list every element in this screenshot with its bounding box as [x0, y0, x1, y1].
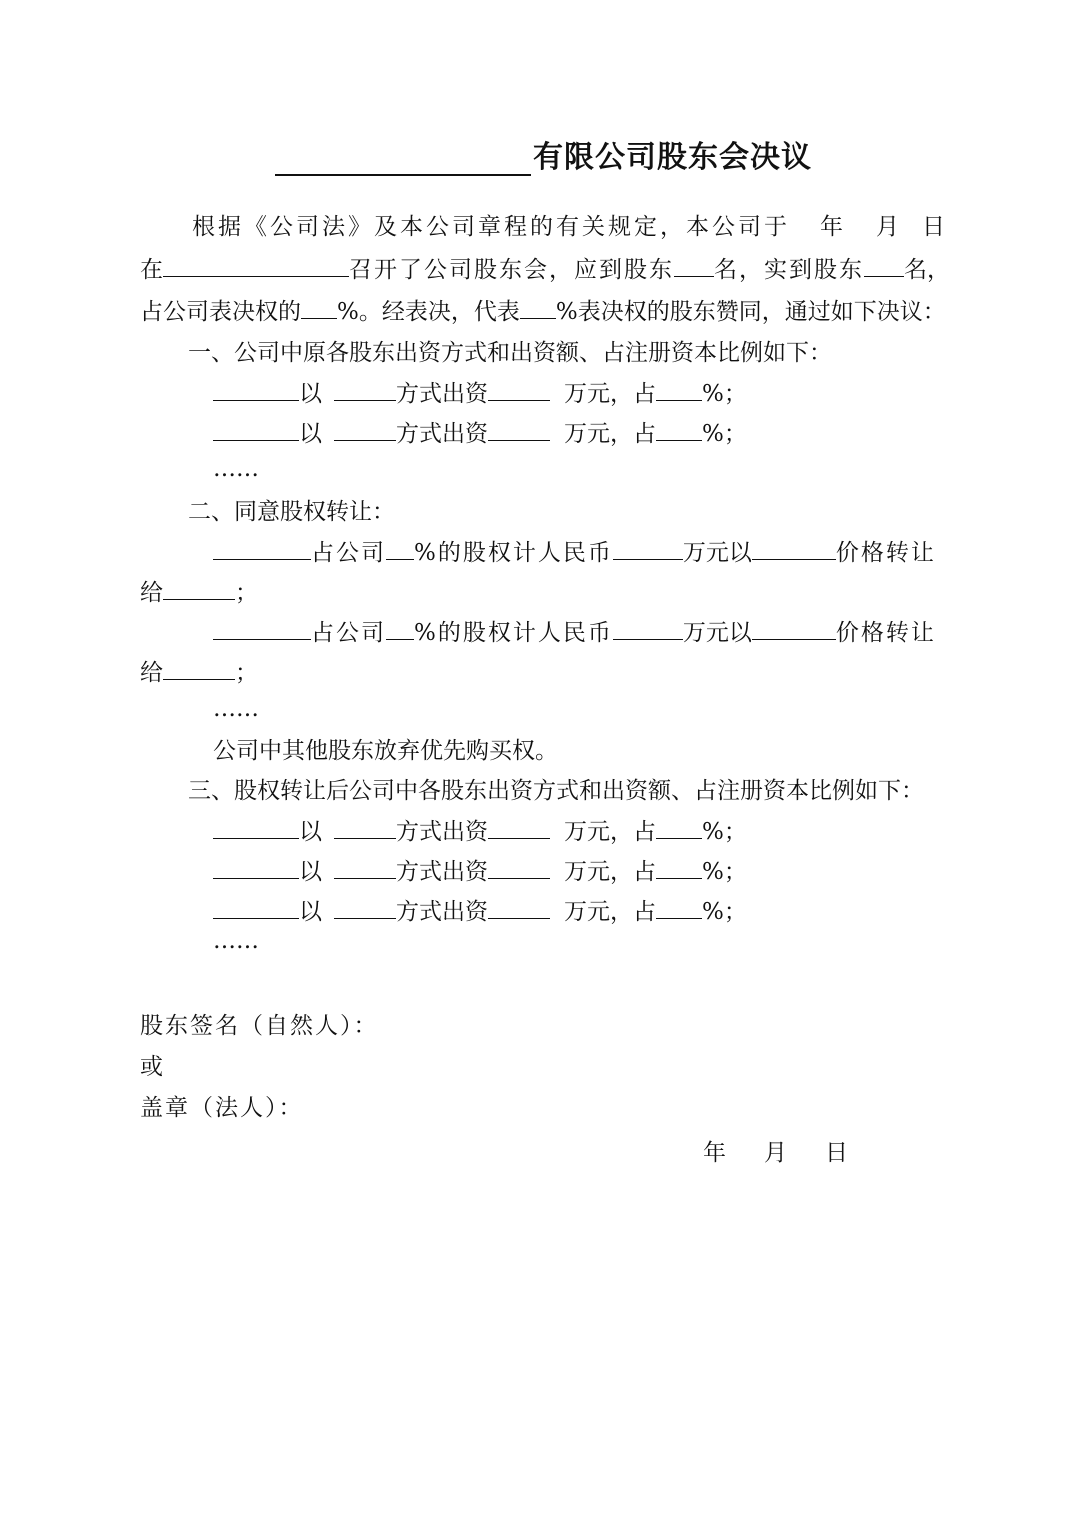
- transfer-text-d: 价格转让: [835, 540, 936, 566]
- equity-percent-blank[interactable]: [386, 537, 414, 560]
- section3-row-2: [213, 856, 747, 887]
- transfer-text-e: 给: [140, 580, 163, 606]
- row-text-end: %；: [702, 899, 747, 925]
- date-year: 年: [820, 214, 846, 240]
- intro-line-2: [140, 254, 950, 285]
- section1-heading: 一、公司中原各股东出资方式和出资额、占注册资本比例如下：: [188, 340, 832, 366]
- percent-blank[interactable]: [656, 418, 702, 441]
- transfer-1-line-1: [213, 537, 936, 568]
- price-blank[interactable]: [752, 537, 836, 560]
- transfer-text-c: 万元以: [682, 540, 752, 566]
- section1-row-2: [213, 418, 747, 449]
- amount-blank[interactable]: [488, 856, 550, 879]
- amount-blank[interactable]: [488, 418, 550, 441]
- transferee-blank[interactable]: [163, 577, 235, 600]
- intro-text-3a: 占公司表决权的: [140, 299, 301, 325]
- row-text-end: %；: [702, 421, 747, 447]
- signature-month: 月: [764, 1140, 787, 1166]
- transfer-1-line-2: [140, 577, 258, 608]
- method-blank[interactable]: [334, 856, 396, 879]
- approving-rights-blank[interactable]: [520, 296, 556, 319]
- row-text-wan: 万元，占: [564, 859, 656, 885]
- transfer-text-b: %的股权计人民币: [414, 540, 613, 566]
- transfer-text-a: 占公司: [311, 540, 386, 566]
- price-blank[interactable]: [752, 617, 836, 640]
- percent-blank[interactable]: [656, 856, 702, 879]
- percent-blank[interactable]: [656, 816, 702, 839]
- row-text-yi: 以: [299, 859, 322, 885]
- section2-heading: 二、同意股权转让：: [188, 499, 395, 525]
- section3-heading: 三、股权转让后公司中各股东出资方式和出资额、占注册资本比例如下：: [188, 778, 924, 804]
- rmb-amount-blank[interactable]: [613, 617, 683, 640]
- percent-blank[interactable]: [656, 378, 702, 401]
- row-text-yi: 以: [299, 899, 322, 925]
- present-shareholders-blank[interactable]: [864, 254, 904, 277]
- row-text-end: %；: [702, 859, 747, 885]
- date-month: 月: [876, 214, 902, 240]
- rmb-amount-blank[interactable]: [613, 537, 683, 560]
- transfer-text-a: 占公司: [311, 620, 386, 646]
- transfer-text-b: %的股权计人民币: [414, 620, 613, 646]
- intro-line-3: [140, 296, 946, 327]
- document-title: [275, 132, 812, 176]
- row-text-method: 方式出资: [396, 421, 488, 447]
- section1-row-1: [213, 378, 747, 409]
- intro-text-2d: 名，: [904, 257, 950, 283]
- amount-blank[interactable]: [488, 816, 550, 839]
- shareholder-blank[interactable]: [213, 378, 299, 401]
- row-text-method: 方式出资: [396, 859, 488, 885]
- section3-row-3: [213, 896, 747, 927]
- transfer-text-d: 价格转让: [835, 620, 936, 646]
- transfer-text-f: ；: [235, 580, 258, 606]
- method-blank[interactable]: [334, 816, 396, 839]
- meeting-place-blank[interactable]: [163, 254, 349, 277]
- percent-blank[interactable]: [656, 896, 702, 919]
- intro-text-2b: 召开了公司股东会，应到股东: [349, 257, 674, 283]
- transfer-2-line-1: [213, 617, 936, 648]
- row-text-end: %；: [702, 381, 747, 407]
- intro-text-3c: %表决权的股东赞同，通过如下决议：: [555, 299, 946, 325]
- row-text-method: 方式出资: [396, 381, 488, 407]
- signature-natural-label: 股东签名（自然人）：: [140, 1013, 379, 1039]
- row-text-yi: 以: [299, 381, 322, 407]
- signature-or: 或: [140, 1054, 163, 1080]
- row-text-yi: 以: [299, 421, 322, 447]
- method-blank[interactable]: [334, 378, 396, 401]
- signature-day: 日: [825, 1140, 848, 1166]
- voting-rights-blank[interactable]: [301, 296, 337, 319]
- row-text-wan: 万元，占: [564, 381, 656, 407]
- expected-shareholders-blank[interactable]: [674, 254, 714, 277]
- transfer-text-f: ；: [235, 660, 258, 686]
- shareholder-blank[interactable]: [213, 896, 299, 919]
- amount-blank[interactable]: [488, 378, 550, 401]
- signature-legal-label: 盖章（法人）：: [140, 1095, 304, 1121]
- transferor-blank[interactable]: [213, 537, 311, 560]
- row-text-method: 方式出资: [396, 899, 488, 925]
- date-day: 日: [922, 214, 948, 240]
- company-name-blank[interactable]: [275, 144, 531, 176]
- equity-percent-blank[interactable]: [386, 617, 414, 640]
- signature-year: 年: [703, 1140, 726, 1166]
- section2-ellipsis: ……: [213, 696, 259, 722]
- intro-line-1: [192, 212, 948, 242]
- title-text: 有限公司股东会决议: [533, 140, 812, 175]
- shareholder-blank[interactable]: [213, 856, 299, 879]
- shareholder-blank[interactable]: [213, 816, 299, 839]
- transfer-text-c: 万元以: [682, 620, 752, 646]
- method-blank[interactable]: [334, 418, 396, 441]
- transferee-blank[interactable]: [163, 657, 235, 680]
- transferor-blank[interactable]: [213, 617, 311, 640]
- row-text-end: %；: [702, 819, 747, 845]
- row-text-wan: 万元，占: [564, 819, 656, 845]
- section3-row-1: [213, 816, 747, 847]
- method-blank[interactable]: [334, 896, 396, 919]
- transfer-text-e: 给: [140, 660, 163, 686]
- waiver-text: 公司中其他股东放弃优先购买权。: [213, 738, 558, 764]
- row-text-yi: 以: [299, 819, 322, 845]
- amount-blank[interactable]: [488, 896, 550, 919]
- intro-text-2c: 名，实到股东: [714, 257, 864, 283]
- shareholder-blank[interactable]: [213, 418, 299, 441]
- row-text-wan: 万元，占: [564, 421, 656, 447]
- intro-text-2a: 在: [140, 257, 163, 283]
- signature-date: [703, 1138, 848, 1168]
- intro-text-1: 根据《公司法》及本公司章程的有关规定，本公司于: [192, 214, 790, 240]
- intro-text-3b: %。经表决，代表: [337, 299, 520, 325]
- section3-ellipsis: ……: [213, 928, 259, 954]
- transfer-2-line-2: [140, 657, 258, 688]
- row-text-wan: 万元，占: [564, 899, 656, 925]
- row-text-method: 方式出资: [396, 819, 488, 845]
- section1-ellipsis: ……: [213, 456, 259, 482]
